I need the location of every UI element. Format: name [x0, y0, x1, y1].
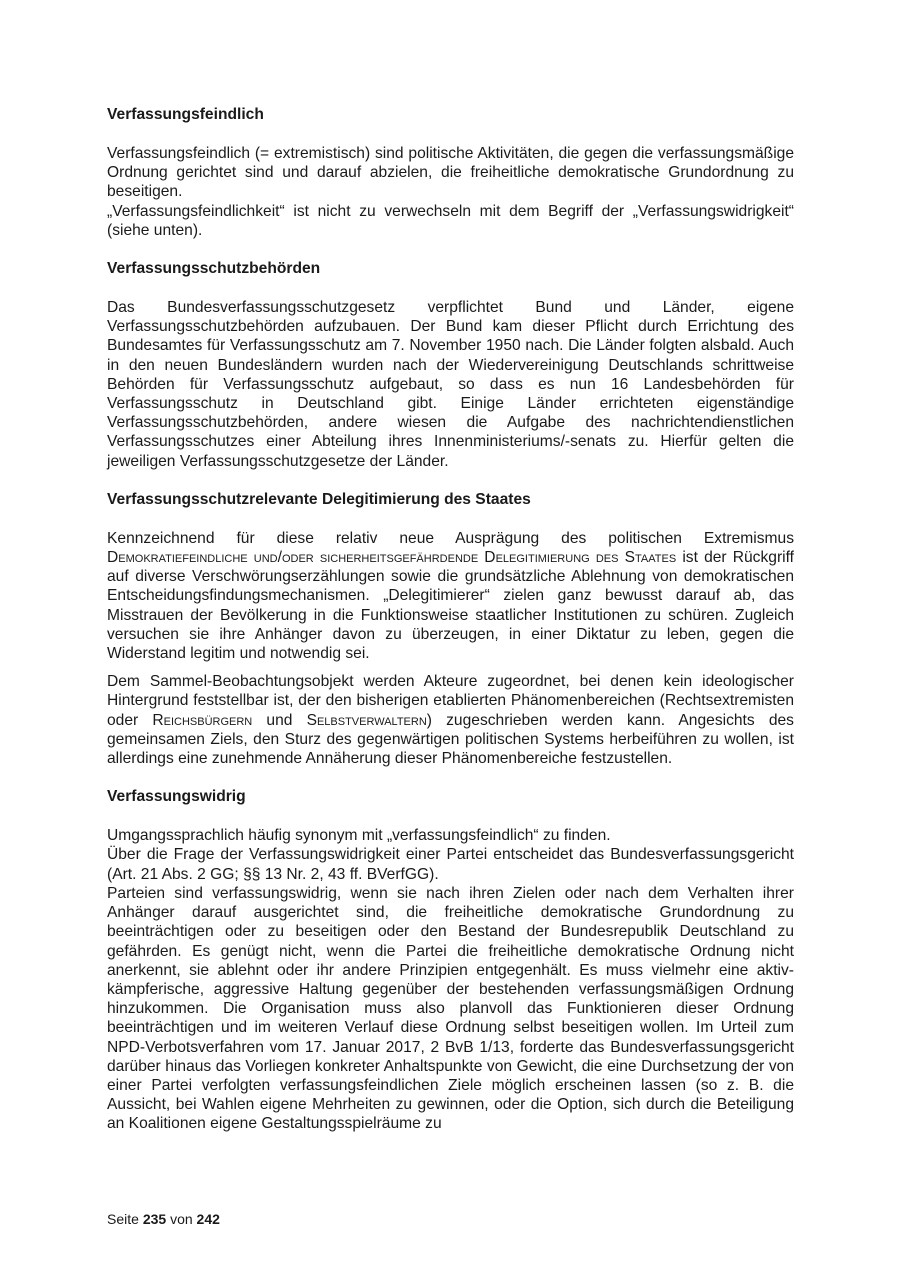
smallcaps-term: Selbstverwaltern: [306, 711, 427, 729]
smallcaps-term: Demokratiefeindliche und/oder sicherheitsgefährdende Delegitimierung des Staates: [107, 549, 677, 567]
paragraph: Über die Frage der Verfassungswidrigkeit einer Partei entscheidet das Bundesverfassungsgericht (Art. 21 Abs. 2 GG; §§ 13 Nr. 2, 43 ff. BVerfGG).: [107, 846, 794, 883]
text-span: ) zugeschrieben werden kann. Angesichts des gemeinsamen Ziels, den Sturz des gegenwärtigen politischen Systems herbeiführen zu wollen, ist allerdings eine zunehmende Annäherung dieser Phänomenbereiche festzustellen.: [107, 711, 794, 768]
paragraph: [107, 529, 794, 663]
paragraph: „Verfassungsfeindlichkeit“ ist nicht zu verwechseln mit dem Begriff der „Verfassungswidrigkeit“ (siehe unten).: [107, 202, 794, 239]
current-page: 235: [142, 1211, 167, 1227]
section-heading: Verfassungsschutzbehörden: [107, 260, 321, 278]
paragraph: Das Bundesverfassungsschutzgesetz verpflichtet Bund und Länder, eigene Verfassungsschutzbehörden aufzubauen. Der Bund kam dieser Pflicht durch Errichtung des Bundesamtes für Verfassungsschutz am 7. November 1950 nach. Die Länder folgten alsbald. Auch in den neuen Bundesländern wurden nach der Wiedervereinigung Deutschlands schrittweise Behörden für Verfassungsschutz aufgebaut, so dass es nun 16 Landesbehörden für Verfassungsschutz in Deutschland gibt. Einige Länder errichteten eigenständige Verfassungsschutzbehörden, andere wiesen die Aufgabe des nachrichtendienstlichen Verfassungsschutzes einer Abteilung ihres Innenministeriums/-senats zu. Hierfür gelten die jeweiligen Verfassungsschutzgesetze der Länder.: [107, 299, 794, 470]
section-heading: Verfassungsfeindlich: [107, 106, 264, 123]
text-span: Kennzeichnend für diese relativ neue Ausprägung des politischen Extremismus: [107, 529, 794, 547]
paragraph: [107, 672, 794, 768]
paragraph: Verfassungsfeindlich (= extremistisch) sind politische Aktivitäten, die gegen die verfassungsmäßige Ordnung gerichtet sind und darauf abzielen, die freiheitliche demokratische Grundordnung zu beseitigen.: [107, 145, 794, 201]
section-heading: Verfassungswidrig: [107, 788, 246, 806]
section-heading: Verfassungsschutzrelevante Delegitimierung des Staates: [107, 490, 531, 508]
footer-prefix: Seite: [107, 1211, 139, 1227]
total-pages: 242: [196, 1211, 220, 1227]
page-number-footer: [107, 1211, 220, 1227]
footer-middle: von: [170, 1211, 193, 1227]
document-page: [107, 104, 794, 1134]
smallcaps-term: Reichsbürgern: [152, 711, 253, 729]
text-span: ist der Rückgriff auf diverse Verschwörungserzählungen sowie die grundsätzliche Ablehnung von demokratischen Entscheidungsfindungsmechanismen. „Delegitimierer“ zielen ganz bewusst darauf ab, das Misstrauen der Bevölkerung in die Funktionsweise staatlicher Institutionen zu schüren. Zugleich versuchen sie ihre Anhänger davon zu überzeugen, in einer Diktatur zu leben, gegen die Widerstand legitim und notwendig sei.: [107, 549, 794, 663]
text-span: und: [266, 711, 293, 729]
text-span: Dem Sammel-Beobachtungsobjekt werden Akteure zugeordnet, bei denen kein ideologischer Hintergrund feststellbar ist, der den bisherigen etablierten Phänomenbereichen (Rechtsextremisten oder: [107, 673, 794, 729]
paragraph: Parteien sind verfassungswidrig, wenn sie nach ihren Zielen oder nach dem Verhalten ihrer Anhänger darauf ausgerichtet sind, die freiheitliche demokratische Grundordnung zu beeinträchtigen oder zu beseitigen oder den Bestand der Bundesrepublik Deutschland zu gefährden. Es genügt nicht, wenn die Partei die freiheitliche demokratische Ordnung nicht anerkennt, sie ablehnt oder ihr andere Prinzipien entgegenhält. Es muss vielmehr eine aktiv-kämpferische, aggressive Haltung gegenüber der bestehenden verfassungsmäßigen Ordnung hinzukommen. Die Organisation muss also planvoll das Funktionieren dieser Ordnung beeinträchtigen und im weiteren Verlauf diese Ordnung selbst beseitigen wollen. Im Urteil zum NPD-Verbotsverfahren vom 17. Januar 2017, 2 BvB 1/13, forderte das Bundesverfassungsgericht darüber hinaus das Vorliegen konkreter Anhaltspunkte von Gewicht, die eine Durchsetzung der von einer Partei verfolgten verfassungsfeindlichen Ziele möglich erscheinen lassen (so z. B. die Aussicht, bei Wahlen eigene Mehrheiten zu gewinnen, oder die Option, sich durch die Beteiligung an Koalitionen eigene Gestaltungsspielräume zu: [107, 884, 794, 1133]
paragraph: Umgangssprachlich häufig synonym mit „verfassungsfeindlich“ zu finden.: [107, 827, 611, 845]
